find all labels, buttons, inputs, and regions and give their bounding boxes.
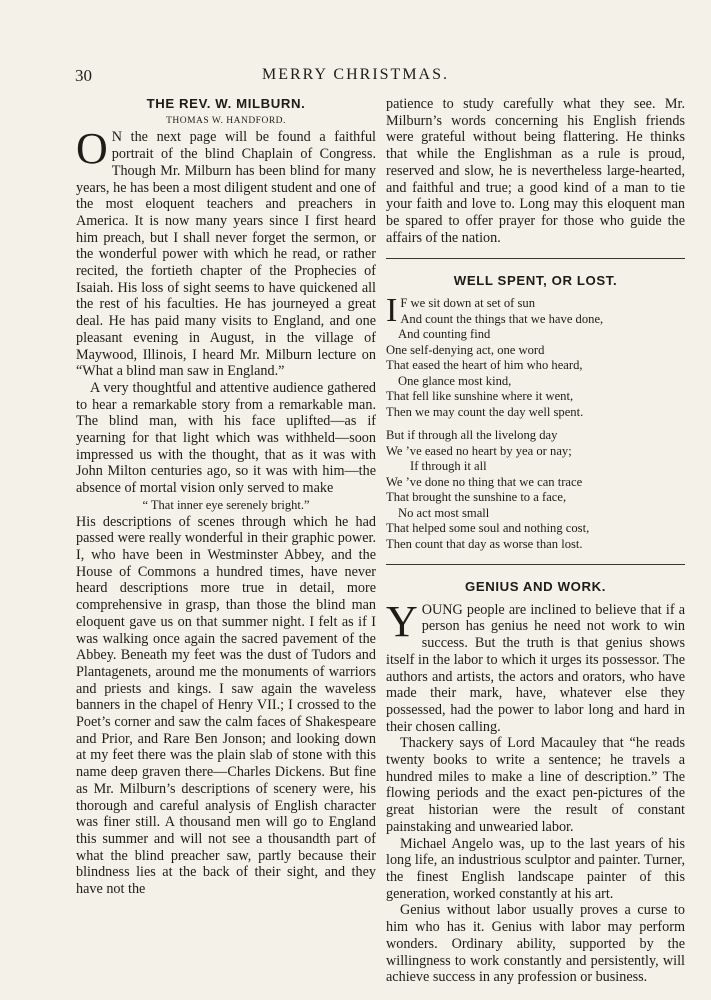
drop-cap-o: O [76, 124, 108, 174]
poem-line: One glance most kind, [398, 373, 512, 388]
milburn-paragraph-2: A very thoughtful and attentive audience gathered to hear a remarkable story from a remarkable man. The blind man, with his face uplifted—as if yearning for that light which was withheld—soon impressed us with the thought, that as it was with John Milton centuries ago, so it was with him—the absence of mortal vision only served to make [76, 379, 376, 497]
poem-stanza-1 [386, 292, 685, 420]
poem-line-text: F we sit down at set of sun [400, 296, 536, 311]
page-number: 30 [75, 66, 92, 85]
poem-line: We ’ve eased no heart by yea or nay; [386, 443, 572, 458]
genius-paragraph-1-text: OUNG people are inclined to believe that if a person has genius he need not work to win success. But the truth is that genius shows itself in the labor to which it urges its possessor. The authors and artists, the actors and orators, who have made their mark, have, whatever else they possessed, had the power to labor long and hard in their chosen calling. [386, 601, 685, 735]
poem-line: And count the things that we have done, [400, 311, 604, 326]
milburn-paragraph-1 [76, 124, 376, 380]
milburn-paragraph-1-text: N the next page will be found a faithful portrait of the blind Chaplain of Congress. Though Mr. Milburn has been blind for many years, he has been a most diligent student and one of the most eloquent teachers and preachers in America. It is now many years since I first heard him preach, but I shall never forget the sermon, or the wonderful power with which he read, or rather recited, the fortieth chapter of the Prophecies of Isaiah. His loss of sight seems to have quickened all the rest of his faculties. He has journeyed a great deal. He has paid many visits to England, and one pleasant evening in August, in the village of Maywood, Illinois, I heard Mr. Milburn lecture on “What a blind man saw in England.” [76, 129, 376, 380]
genius-paragraph-1 [386, 596, 685, 736]
right-column [386, 96, 685, 986]
genius-paragraph-4: Genius without labor usually proves a curse to him who has it. Genius with labor may perform wonders. Ordinary ability, supported by the willingness to work constantly and persistently, will achieve success in any profession or business. [386, 902, 685, 986]
poem-line: And counting find [398, 327, 491, 342]
divider-1 [386, 258, 685, 259]
milburn-author: THOMAS W. HANDFORD. [166, 115, 286, 126]
drop-cap-i: I [386, 292, 398, 330]
poem-line: That fell like sunshine where it went, [386, 389, 574, 404]
genius-paragraph-3: Michael Angelo was, up to the last years of his long life, an industrious sculptor and painter. Turner, the finest English landscape painter of this generation, worked constantly at his art. [386, 835, 685, 902]
poem-line: But if through all the livelong day [386, 428, 558, 443]
poem-line: That helped some soul and nothing cost, [386, 521, 590, 536]
poem-line: That eased the heart of him who heard, [386, 358, 583, 373]
poem-line: Then we may count the day well spent. [386, 404, 584, 419]
left-column [76, 96, 376, 898]
poem-line: We ’ve done no thing that we can trace [386, 474, 583, 489]
poem-title: WELL SPENT, OR LOST. [453, 273, 618, 289]
running-title: MERRY CHRISTMAS. [262, 66, 449, 83]
poem-stanza-2 [386, 428, 685, 552]
poem-line: No act most small [398, 505, 490, 520]
poem-line: If through it all [410, 459, 487, 474]
poem-line: That brought the sunshine to a face, [386, 490, 567, 505]
milburn-paragraph-3: His descriptions of scenes through which he had passed were really wonderful in their graphic power. I, who have been in Westminster Abbey, and the House of Commons a hundred times, have never heard descriptions more true in detail, more comprehensive in grasp, than those the blind man eloquent gave us on that summer night. I felt as if I was walking once again the sacred pavement of the Abbey. Beneath my feet was the dust of Tudors and Plantagenets, around me the monuments of warriors and priests and kings. I saw again the waveless banners in the chapel of Henry VII.; I crossed to the Poet’s corner and saw the calm faces of Shakespeare and Prior, and Rare Ben Jonson; and looking down at my feet there was the plain slab of stone with this name deep graven there—Charles Dickens. But fine as Mr. Milburn’s descriptions of scenery were, his thorough and careful analysis of English character was finer still. A thousand men will go to England this summer and will not see a thousandth part of what the blind preacher saw, partly because their blindness lies at the back of their sight, and they have not the [76, 513, 376, 898]
genius-title: GENIUS AND WORK. [465, 579, 606, 595]
poem-line: Then count that day as worse than lost. [386, 536, 583, 551]
drop-cap-y: Y [386, 596, 418, 646]
milburn-paragraph-3-continued: patience to study carefully what they see. Mr. Milburn’s words concerning his English friends were grateful without being flattering. He thinks that while the Englishman as a rule is proud, reserved and slow, he is nevertheless large-hearted, and faithful and true; a good kind of a man to tie your faith and love to. Long may this eloquent man be spared to offer prayer for those who guide the affairs of the nation. [386, 96, 685, 246]
page-header [0, 66, 711, 88]
poem-body [386, 292, 685, 552]
milburn-title: THE REV. W. MILBURN. [146, 96, 306, 111]
divider-2 [386, 564, 685, 565]
poem-line: One self-denying act, one word [386, 342, 545, 357]
milburn-quote: “ That inner eye serenely bright.” [142, 497, 310, 512]
genius-paragraph-2: Thackery says of Lord Macauley that “he reads twenty books to write a sentence; he travels a hundred miles to make a line of description.” The flowing periods and the exact pen-pictures of the great historian were the result of constant painstaking and unwearied labor. [386, 735, 685, 835]
